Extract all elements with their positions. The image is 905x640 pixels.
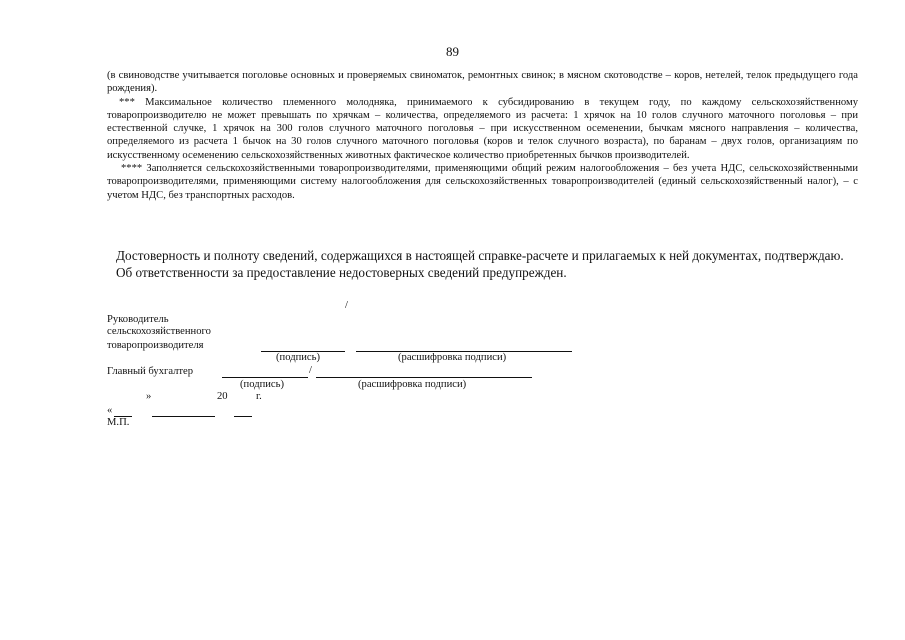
date-year: 20 (217, 391, 228, 402)
stamp-placeholder: М.П. (107, 417, 130, 428)
slash-mark: / (345, 300, 348, 311)
date-month-line (152, 416, 215, 417)
declaration-confirm: Достоверность и полноту сведений, содержащихся в настоящей справке-расчете и прилагаемых к ней документах, подтверждаю. (116, 248, 844, 263)
page-number: 89 (446, 44, 459, 59)
head-label-line1: Руководитель (107, 314, 169, 325)
accountant-label: Главный бухгалтер (107, 366, 194, 377)
head-label-line2: сельскохозяйственного (107, 326, 211, 337)
declaration-responsibility: Об ответственности за предоставление недостоверных сведений предупрежден. (116, 265, 567, 280)
footnote-four-stars: **** Заполняется сельскохозяйственными товаропроизводителями, применяющими общий режим налогообложения – без учета НДС, сельскохозяйственными товаропроизводителями, применяющими систему налогообложения для сельскохозяйственных товаропроизводителей (единый сельскохозяйственный налог), – с учетом НДС, без транспортных расходов. (107, 163, 858, 201)
date-year-suffix: г. (256, 391, 262, 402)
date-quote-close: » (146, 391, 152, 402)
accountant-signature-line (222, 377, 308, 378)
date-year-line (234, 416, 252, 417)
declaration (107, 247, 858, 281)
footnote-continuation: (в свиноводстве учитывается поголовье основных и проверяемых свиноматок, ремонтных свинок; в мясном скотоводстве – коров, нетелей, телок предыдущего года рождения). (107, 70, 858, 95)
footnotes (107, 69, 858, 202)
head-transcript-caption: (расшифровка подписи) (398, 352, 507, 363)
accountant-transcript-caption: (расшифровка подписи) (358, 379, 467, 390)
head-signature-caption: (подпись) (276, 352, 320, 363)
accountant-signature-caption: (подпись) (240, 379, 284, 390)
footnote-three-stars: *** Максимальное количество племенного молодняка, принимаемого к субсидированию в текущем году, по каждому сельскохозяйственному товаропроизводителю не может превышать по хрячкам – количества, определяемого из расчета: 1 хрячок на 10 голов случного маточного поголовья – при естественной случке, 1 хрячок на 300 голов случного маточного поголовья – при искусственном осеменении, бычкам мясного направления – количества, определяемого из расчета 1 бычок на 30 голов случного маточного поголовья (коров и телок случного возраста), по баранам – двух голов, организациям по искусственному осеменению сельскохозяйственных животных фактическое количество приобретенных бычков производителей. (107, 96, 858, 161)
accountant-transcript-line (316, 377, 532, 378)
accountant-slash: / (309, 365, 312, 376)
date-quote-open: « (107, 405, 113, 416)
head-label-line3: товаропроизводителя (107, 340, 204, 351)
